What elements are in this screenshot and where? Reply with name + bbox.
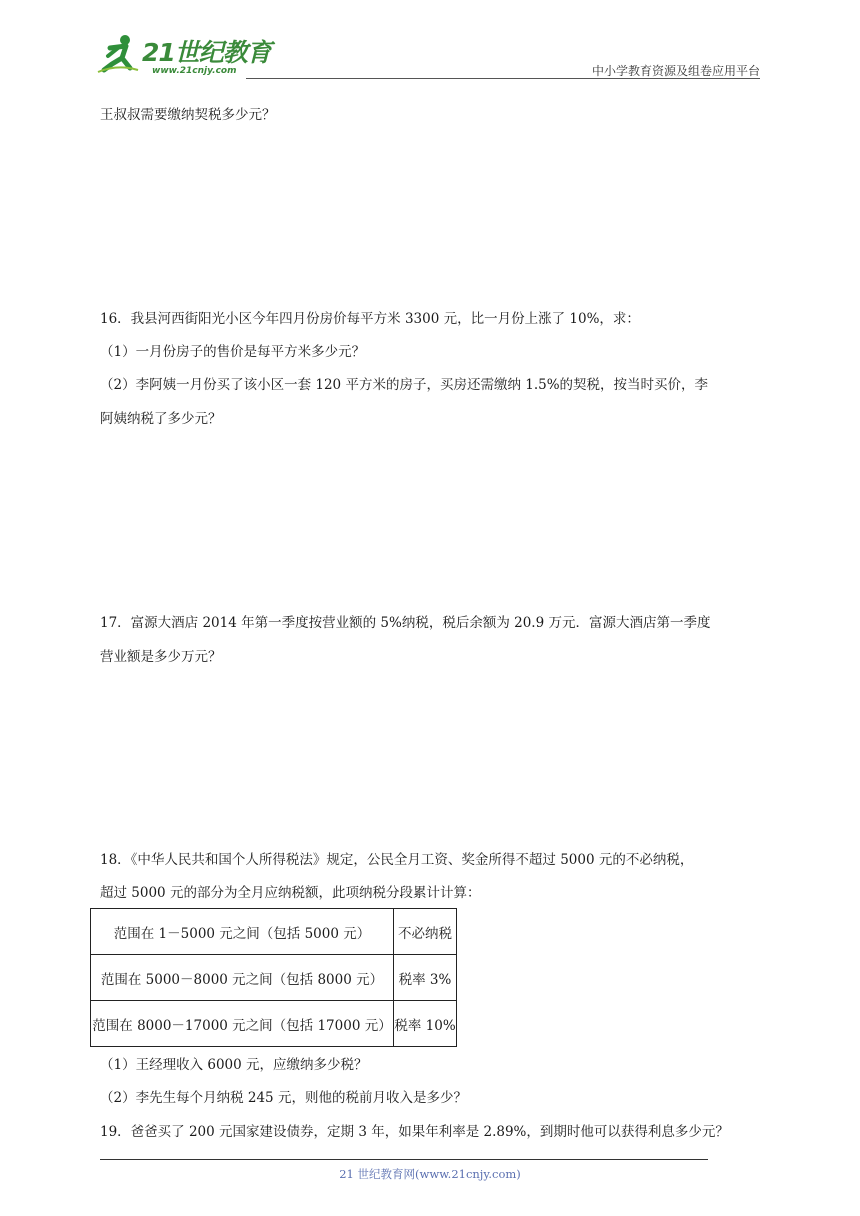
q17-line2: 营业额是多少万元？ — [100, 649, 222, 665]
runner-logo-icon — [96, 34, 140, 76]
logo — [96, 34, 271, 76]
logo-brand-text: 21世纪教育 — [142, 38, 271, 67]
footer-divider — [100, 1159, 708, 1160]
table-row — [91, 955, 457, 1001]
table-cell-rate: 税率 10% — [394, 1001, 457, 1047]
footer-text: 21 世纪教育网(www.21cnjy.com) — [339, 1167, 521, 1181]
table-cell-range: 范围在 1－5000 元之间（包括 5000 元） — [91, 909, 394, 955]
page-header — [96, 30, 760, 80]
table-row — [91, 909, 457, 955]
q17-line1: 17．富源大酒店 2014 年第一季度按营业额的 5%纳税，税后余额为 20.9 万元．富源大酒店第一季度 — [100, 615, 711, 631]
table-cell-range: 范围在 8000－17000 元之间（包括 17000 元） — [91, 1001, 394, 1047]
header-divider — [246, 78, 760, 79]
logo-url-text: www.21cnjy.com — [152, 66, 237, 76]
q16-part1: （1）一月份房子的售价是每平方米多少元？ — [100, 344, 366, 360]
table-row — [91, 1001, 457, 1047]
q18-part1: （1）王经理收入 6000 元，应缴纳多少税？ — [100, 1057, 368, 1073]
q16-part2-line1: （2）李阿姨一月份买了该小区一套 120 平方米的房子，买房还需缴纳 1.5%的契税，按当时买价，李 — [100, 377, 709, 393]
table-cell-range: 范围在 5000－8000 元之间（包括 8000 元） — [91, 955, 394, 1001]
q18-line2: 超过 5000 元的部分为全月应纳税额，此项纳税分段累计计算： — [100, 885, 481, 901]
tax-rate-table — [90, 908, 457, 1047]
q16-stem: 16．我县河西街阳光小区今年四月份房价每平方米 3300 元，比一月份上涨了 10%，求： — [100, 311, 640, 327]
table-cell-rate: 税率 3% — [394, 955, 457, 1001]
q15-tail: 王叔叔需要缴纳契税多少元？ — [100, 107, 276, 123]
platform-title: 中小学教育资源及组卷应用平台 — [591, 64, 760, 78]
q19: 19．爸爸买了 200 元国家建设债券，定期 3 年，如果年利率是 2.89%，到期时他可以获得利息多少元？ — [100, 1124, 729, 1140]
table-cell-rate: 不必纳税 — [394, 909, 457, 955]
q18-line1: 18．《中华人民共和国个人所得税法》规定，公民全月工资、奖金所得不超过 5000 元的不必纳税， — [100, 852, 694, 868]
q16-part2-line2: 阿姨纳税了多少元？ — [100, 411, 222, 427]
q18-part2: （2）李先生每个月纳税 245 元，则他的税前月收入是多少？ — [100, 1090, 467, 1106]
